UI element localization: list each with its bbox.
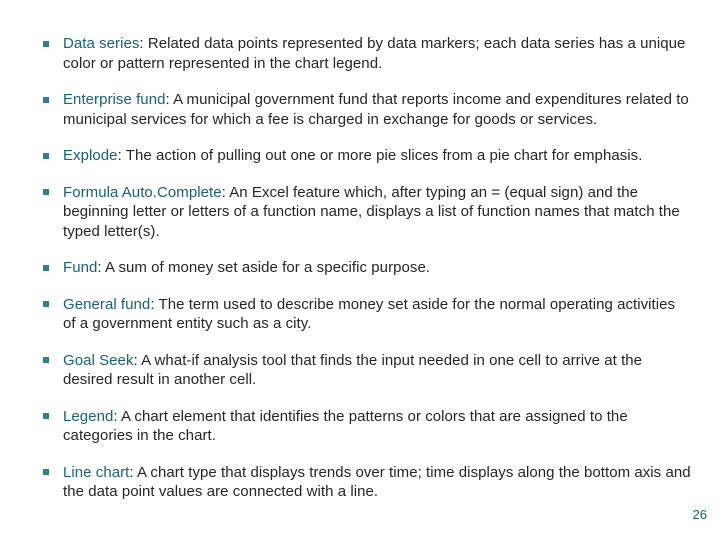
glossary-item-fund <box>43 258 691 278</box>
glossary-term: Legend <box>63 407 114 425</box>
glossary-term: Goal Seek <box>63 351 134 369</box>
glossary-list <box>43 34 691 519</box>
glossary-term: Explode <box>63 147 118 164</box>
square-bullet-icon <box>43 301 49 307</box>
glossary-definition: : A municipal government fund that reports income and expenditures related to municipal services for which a fee is charged in exchange for goods or services. <box>63 91 689 128</box>
glossary-item-explode <box>43 146 691 166</box>
glossary-item-enterprise-fund <box>43 90 691 129</box>
glossary-definition: : A chart type that displays trends over time; time displays along the bottom axis and the data point values are connected with a line. <box>63 463 691 500</box>
glossary-item-goal-seek <box>43 351 691 390</box>
slide-number: 26 <box>692 507 707 522</box>
glossary-definition: : A what-if analysis tool that finds the input needed in one cell to arrive at the desired result in another cell. <box>63 351 643 388</box>
square-bullet-icon <box>43 97 49 103</box>
square-bullet-icon <box>43 41 49 47</box>
glossary-item-formula-autocomplete <box>43 183 691 242</box>
glossary-item-legend <box>43 407 691 446</box>
glossary-definition: : The action of pulling out one or more pie slices from a pie chart for emphasis. <box>117 147 643 164</box>
glossary-term: General fund <box>63 295 151 313</box>
glossary-item-general-fund <box>43 295 691 334</box>
glossary-item-data-series <box>43 34 691 73</box>
glossary-definition: : Related data points represented by data markers; each data series has a unique color or pattern represented in the chart legend. <box>63 35 686 72</box>
glossary-term: Enterprise fund <box>63 91 166 108</box>
square-bullet-icon <box>43 265 49 271</box>
glossary-term: Formula Auto.Complete <box>63 183 222 201</box>
square-bullet-icon <box>43 189 49 195</box>
glossary-term: Line chart <box>63 463 130 481</box>
square-bullet-icon <box>43 413 49 419</box>
glossary-item-line-chart <box>43 463 691 502</box>
square-bullet-icon <box>43 357 49 363</box>
glossary-definition: : A chart element that identifies the patterns or colors that are assigned to the categories in the chart. <box>63 407 628 444</box>
glossary-term: Data series <box>63 35 140 52</box>
glossary-definition: : The term used to describe money set aside for the normal operating activities of a government entity such as a city. <box>63 295 676 332</box>
square-bullet-icon <box>43 469 49 475</box>
glossary-term: Fund <box>63 259 98 276</box>
square-bullet-icon <box>43 153 49 159</box>
glossary-definition: : An Excel feature which, after typing an = (equal sign) and the beginning letter or letters of a function name, displays a list of function names that match the typed letter(s). <box>63 183 680 240</box>
glossary-definition: : A sum of money set aside for a specific purpose. <box>97 259 431 276</box>
